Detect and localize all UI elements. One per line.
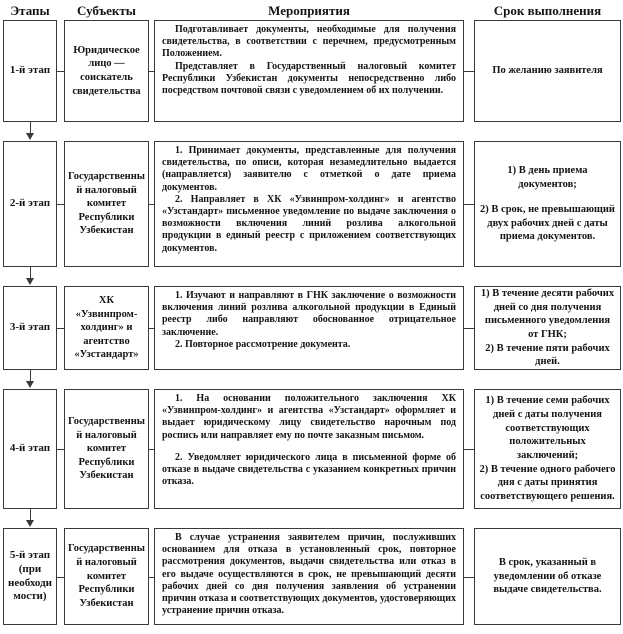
- down-arrow-head-icon: [26, 381, 34, 388]
- column-headers: [3, 2, 621, 20]
- subject-cell-2: [64, 141, 149, 267]
- stage-cell-3: [3, 286, 57, 370]
- header-subject: Субъекты: [77, 3, 136, 18]
- stage-label: 4-й этап: [9, 442, 51, 455]
- stage-cell-2: [3, 141, 57, 267]
- term-paragraph: По желанию заявителя: [492, 65, 603, 77]
- activity-paragraph: 1. Изучают и направляют в ГНК заключение о возможности включения линий розлива алкогольной продукции в Единый реестр либо направляют обоснованное отрицательное заключение.: [162, 290, 456, 338]
- activities-cell-2: [154, 141, 464, 267]
- flow-gap: [3, 370, 621, 389]
- table-row: [3, 141, 621, 267]
- term-paragraph: 1) В течение семи рабочих дней с даты получения соответствующих положительных заключений;: [485, 395, 610, 461]
- connector-line: [464, 20, 474, 122]
- down-arrow-head-icon: [26, 278, 34, 285]
- activity-paragraph: 2. Направляет в ХК «Узвинпром-холдинг» и агентство «Узстандарт» письменное уведомление по выдаче заключения о возможности включения линий розлива алкогольной продукции в единый реестр с приложением соответствующих документов.: [162, 193, 456, 254]
- connector-line: [57, 20, 64, 122]
- connector-line: [149, 141, 154, 267]
- activities-cell-3: [154, 286, 464, 370]
- header-term: Срок выполнения: [493, 3, 602, 18]
- subject-cell-3: [64, 286, 149, 370]
- connector-line: [464, 141, 474, 267]
- activities-cell-4: [154, 389, 464, 509]
- connector-line: [57, 141, 64, 267]
- stage-label: 5-й этап (при необходимости): [8, 549, 52, 603]
- table-row: [3, 20, 621, 122]
- connector-line: [149, 528, 154, 625]
- term-paragraph: 1) В день приема документов;: [507, 164, 588, 190]
- stage-cell-5: [3, 528, 57, 625]
- connector-line: [149, 389, 154, 509]
- connector-line: [149, 20, 154, 122]
- activity-paragraph: 2. Повторное рассмотрение документа.: [175, 338, 351, 350]
- activity-paragraph: 1. Принимает документы, представленные для получения свидетельства, по описи, которая незамедлительно выдается (направляется) заявителю с отметкой о дате приема документов.: [162, 145, 456, 193]
- connector-line: [57, 286, 64, 370]
- activities-cell-1: [154, 20, 464, 122]
- activity-paragraph: 2. Уведомляет юридического лица в письменной форме об отказе в выдаче свидетельства с указанием конкретных причин отказа.: [162, 451, 456, 488]
- activity-paragraph: Подготавливает документы, необходимые для получения свидетельства, в соответствии с перечнем, предусмотренным Положением.: [162, 24, 456, 60]
- subject-label: ХК «Узвинпром-холдинг» и агентство «Узстандарт»: [74, 294, 139, 361]
- flow-gap: [3, 122, 621, 141]
- table-row: [3, 528, 621, 625]
- subject-cell-4: [64, 389, 149, 509]
- term-paragraph: 1) В течение десяти рабочих дней со дня получения письменного уведомления от ГНК;: [480, 288, 615, 340]
- term-paragraph: 2) В течение пяти рабочих дней.: [485, 342, 610, 368]
- connector-line: [57, 528, 64, 625]
- stage-cell-4: [3, 389, 57, 509]
- activity-paragraph: В случае устранения заявителем причин, послуживших основанием для отказа в установленный срок, повторное рассмотрения документов, выдачи свидетельства или отказ в его выдаче осуществляются в срок, не превышающий десяти рабочих дней со дня получения заявления об устранении причин отказа и соответствующих документов, удостоверяющих устранение причин отказа.: [162, 532, 456, 617]
- stage-label: 3-й этап: [9, 321, 51, 334]
- table-row: [3, 389, 621, 509]
- activity-paragraph: 1. На основании положительного заключения ХК «Узвинпром-холдинг» и агентства «Узстандарт» оформляет и выдает юридическому лицу свидетельство нарочным под роспись или направляет ему по почте заказным письмом.: [162, 393, 456, 441]
- flow-gap: [3, 509, 621, 528]
- stage-label: 2-й этап: [9, 197, 51, 210]
- term-cell-2: [474, 141, 621, 267]
- table-row: [3, 286, 621, 370]
- term-paragraph: В срок, указанный в уведомлении об отказе выдаче свидетельства.: [493, 557, 602, 596]
- stage-cell-1: [3, 20, 57, 122]
- connector-line: [149, 286, 154, 370]
- subject-label: Государственный налоговый комитет Республики Узбекистан: [68, 543, 145, 609]
- subject-label: Государственный налоговый комитет Республики Узбекистан: [68, 170, 145, 237]
- stage-label: 1-й этап: [9, 64, 51, 77]
- connector-line: [464, 389, 474, 509]
- flow-gap: [3, 267, 621, 286]
- term-cell-4: [474, 389, 621, 509]
- connector-line: [57, 389, 64, 509]
- subject-label: Юридическое лицо — соискатель свидетельства: [72, 44, 141, 97]
- down-arrow-head-icon: [26, 520, 34, 527]
- connector-line: [464, 528, 474, 625]
- activities-cell-5: [154, 528, 464, 625]
- term-paragraph: 2) В срок, не превышающий двух рабочих дней с даты приема документов.: [480, 204, 615, 243]
- subject-label: Государственный налоговый комитет Республики Узбекистан: [68, 415, 145, 482]
- term-cell-5: [474, 528, 621, 625]
- header-activities: Мероприятия: [268, 3, 350, 18]
- term-cell-3: [474, 286, 621, 370]
- term-cell-1: [474, 20, 621, 122]
- subject-cell-5: [64, 528, 149, 625]
- subject-cell-1: [64, 20, 149, 122]
- connector-line: [464, 286, 474, 370]
- activity-paragraph: Представляет в Государственный налоговый комитет Республики Узбекистан документы непосредственно либо посредством почтовой связи с уведомлением об их получении.: [162, 60, 456, 96]
- term-paragraph: 2) В течение одного рабочего дня с даты принятия соответствующего решения.: [479, 463, 616, 502]
- down-arrow-head-icon: [26, 133, 34, 140]
- header-stage: Этапы: [10, 3, 50, 18]
